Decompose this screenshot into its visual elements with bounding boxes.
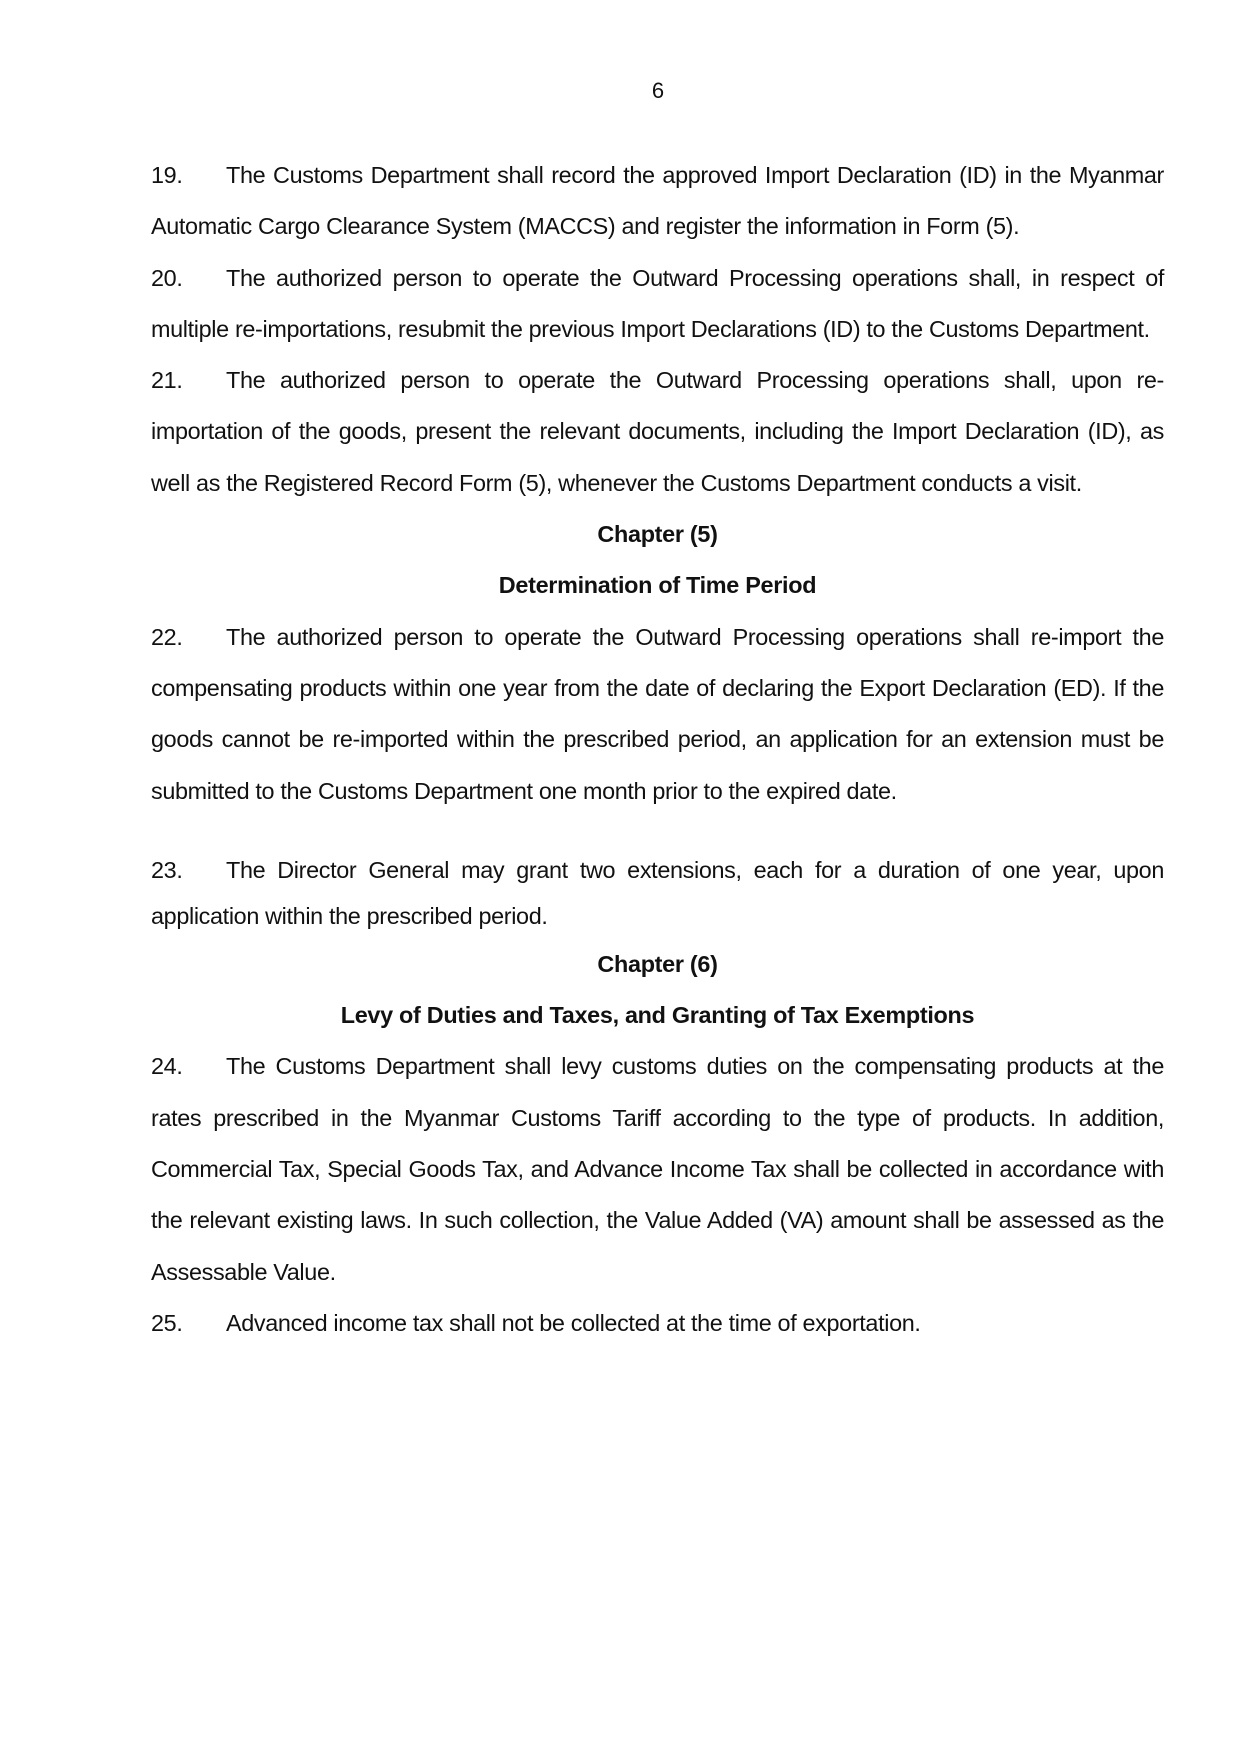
section-number: 22. [151,623,183,650]
page-number: 6 [651,78,665,103]
section-text: The authorized person to operate the Outward Processing operations shall, upon re-importation of the goods, present the relevant documents, including the Import Declaration (ID), as well as the Registered Record Form (5), whenever the Customs Department conducts a visit. [151,367,1164,496]
section-25 [151,1298,1164,1349]
page-content [151,150,1164,1349]
section-21 [151,355,1164,509]
section-22 [151,612,1164,817]
section-text: The authorized person to operate the Outward Processing operations shall, in respect of multiple re-importations, resubmit the previous Import Declarations (ID) to the Customs Department. [151,264,1164,342]
section-text: The Customs Department shall record the approved Import Declaration (ID) in the Myanmar Automatic Cargo Clearance System (MACCS) and register the information in Form (5). [151,162,1164,240]
section-number: 20. [151,264,183,291]
section-text: The Customs Department shall levy customs duties on the compensating products at the rates prescribed in the Myanmar Customs Tariff according to the type of products. In addition, Commercial Tax, Special Goods Tax, and Advance Income Tax shall be collected in accordance with the relevant existing laws. In such collection, the Value Added (VA) amount shall be assessed as the Assessable Value. [151,1053,1164,1285]
chapter-5-label: Chapter (5) [597,521,718,548]
section-24 [151,1041,1164,1297]
section-number: 19. [151,162,183,188]
chapter-6-title: Levy of Duties and Taxes, and Granting of Tax Exemptions [340,1002,975,1029]
section-text: The Director General may grant two extensions, each for a duration of one year, upon application within the prescribed period. [151,856,1164,929]
chapter-5-title: Determination of Time Period [498,572,817,599]
section-text: Advanced income tax shall not be collected at the time of exportation. [226,1309,921,1336]
section-19 [151,150,1164,253]
section-number: 23. [151,856,183,883]
section-number: 25. [151,1309,183,1336]
section-20 [151,253,1164,356]
chapter-6-label: Chapter (6) [597,950,718,977]
section-23 [151,847,1164,939]
section-number: 21. [151,367,183,394]
section-text: The authorized person to operate the Outward Processing operations shall re-import the compensating products within one year from the date of declaring the Export Declaration (ED). If the goods cannot be re-imported within the prescribed period, an application for an extension must be submitted to the Customs Department one month prior to the expired date. [151,623,1164,804]
section-number: 24. [151,1053,183,1080]
